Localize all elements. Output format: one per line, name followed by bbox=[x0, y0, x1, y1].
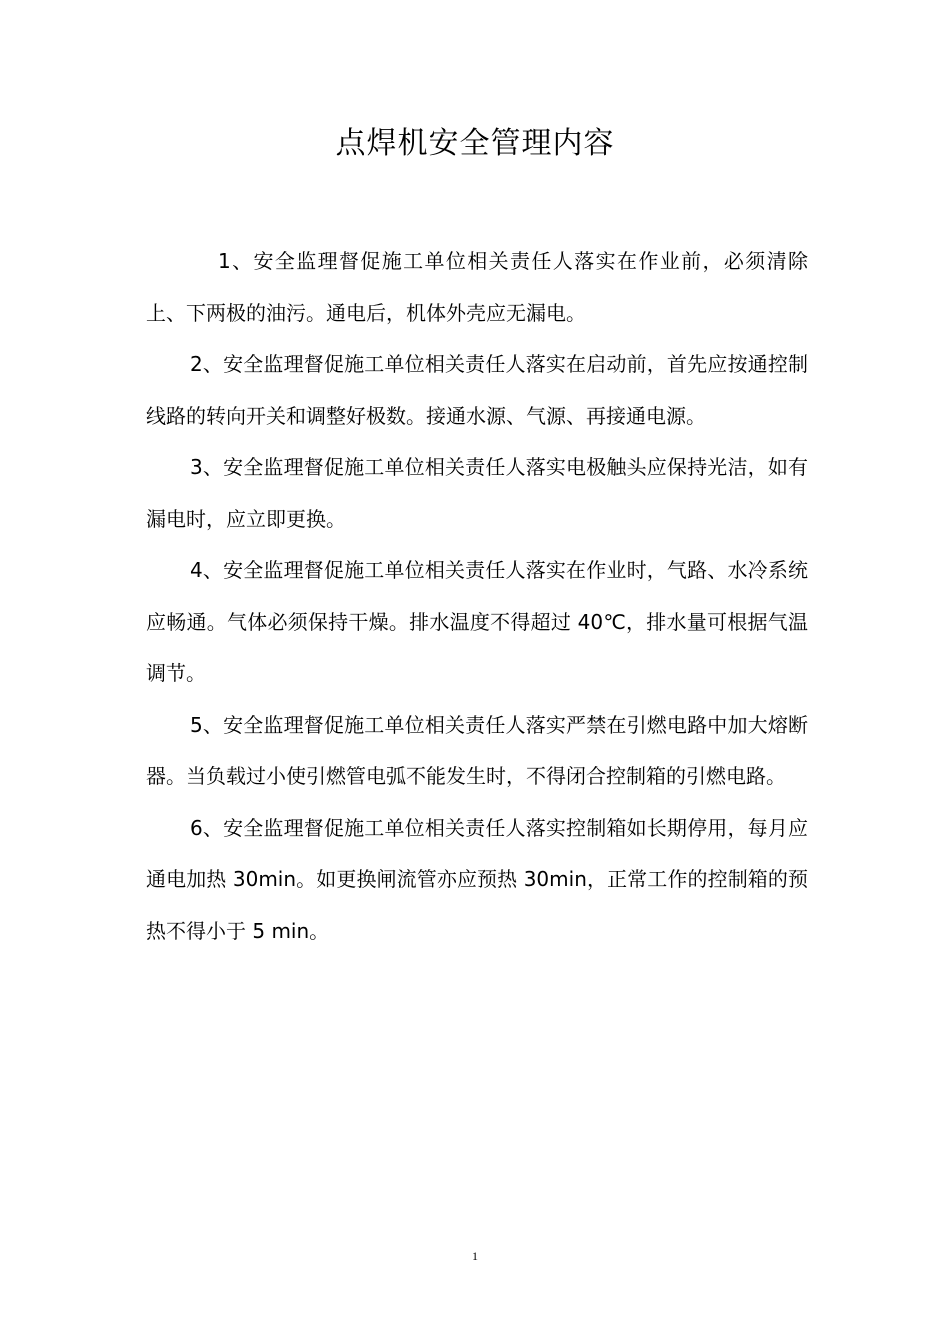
paragraph-5: 5、安全监理督促施工单位相关责任人落实严禁在引燃电路中加大熔断器。当负载过小使引燃管电弧不能发生时，不得闭合控制箱的引燃电路。 bbox=[146, 712, 808, 788]
page-number: 1 bbox=[472, 1249, 478, 1263]
paragraph-3: 3、安全监理督促施工单位相关责任人落实电极触头应保持光洁，如有漏电时，应立即更换。 bbox=[146, 455, 808, 531]
paragraph-6: 6、安全监理督促施工单位相关责任人落实控制箱如长期停用，每月应通电加热 30min。如更换闸流管亦应预热 30min，正常工作的控制箱的预热不得小于 5 min。 bbox=[146, 815, 808, 943]
document-body bbox=[146, 236, 808, 957]
paragraph-1: 1、安全监理督促施工单位相关责任人落实在作业前，必须清除上、下两极的油污。通电后，机体外壳应无漏电。 bbox=[146, 249, 808, 325]
paragraph-2: 2、安全监理督促施工单位相关责任人落实在启动前，首先应按通控制线路的转向开关和调整好极数。接通水源、气源、再接通电源。 bbox=[146, 352, 808, 428]
paragraph-4: 4、安全监理督促施工单位相关责任人落实在作业时，气路、水冷系统应畅通。气体必须保持干燥。排水温度不得超过 40℃，排水量可根据气温调节。 bbox=[146, 558, 808, 685]
document-title: 点焊机安全管理内容 bbox=[335, 126, 615, 161]
